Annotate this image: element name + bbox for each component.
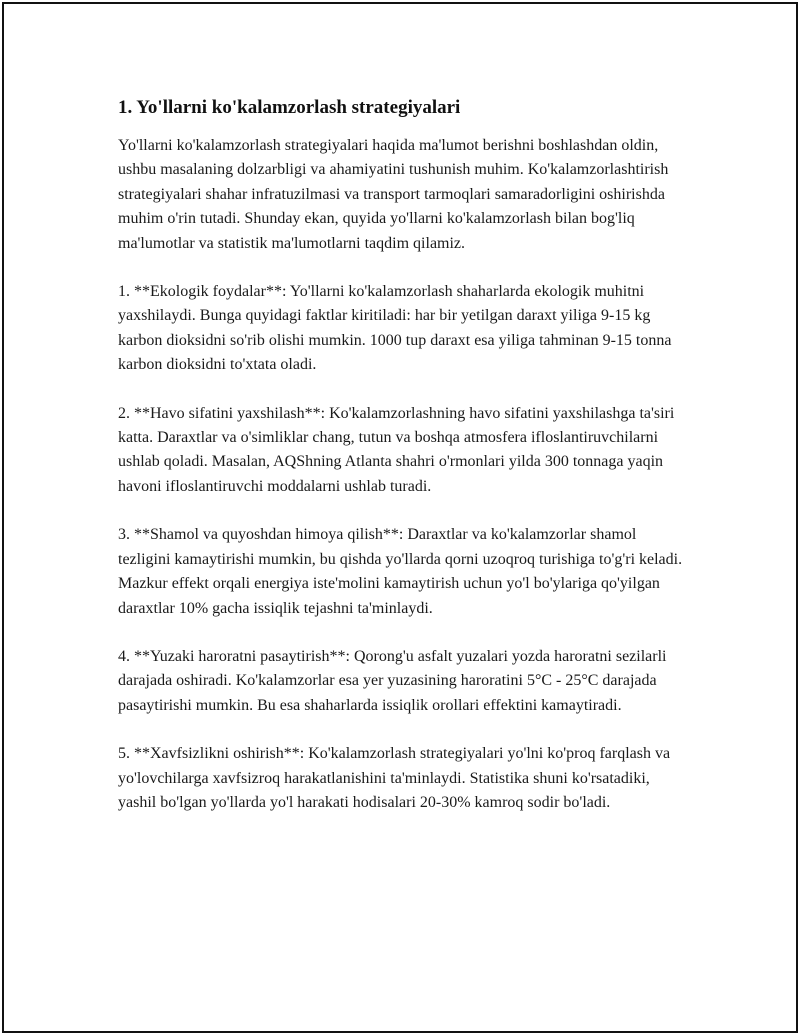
list-item-air-quality: 2. **Havo sifatini yaxshilash**: Ko'kalamzorlashning havo sifatini yaxshilashga ta'siri katta. Daraxtlar va o'simliklar chang, tutun va boshqa atmosfera ifloslantiruvchilarni ushlab qoladi. Masalan, AQShning Atlanta shahri o'rmonlari yilda 300 tonnaga yaqin havoni ifloslantiruvchi moddalarni ushlab turadi. — [118, 404, 675, 495]
list-item-wind-sun-protection: 3. **Shamol va quyoshdan himoya qilish**: Daraxtlar va ko'kalamzorlar shamol tezligini kamaytirishi mumkin, bu qishda yo'llarda qorni uzoqroq turishiga to'g'ri keladi. Mazkur effekt orqali energiya iste'molini kamaytirish uchun yo'l bo'ylariga qo'yilgan daraxtlar 10% gacha issiqlik tejashni ta'minlaydi. — [118, 526, 683, 617]
section-heading: 1. Yo'llarni ko'kalamzorlash strategiyalari — [118, 97, 461, 118]
list-item-safety: 5. **Xavfsizlikni oshirish**: Ko'kalamzorlash strategiyalari yo'lni ko'proq farqlash va yo'lovchilarga xavfsizroq harakatlanishini ta'minlaydi. Statistika shuni ko'rsatadiki, yashil bo'lgan yo'llarda yo'l harakati hodisalari 20-30% kamroq sodir bo'ladi. — [118, 745, 671, 811]
list-item-ecological-benefits: 1. **Ekologik foydalar**: Yo'llarni ko'kalamzorlash shaharlarda ekologik muhitni yaxshilaydi. Bunga quyidagi faktlar kiritiladi: har bir yetilgan daraxt yiliga 9-15 kg karbon dioksidni so'rib olishi mumkin. 1000 tup daraxt esa yiliga tahminan 9-15 tonna karbon dioksidni to'xtata oladi. — [118, 283, 672, 374]
document-body — [118, 96, 688, 839]
intro-paragraph: Yo'llarni ko'kalamzorlash strategiyalari haqida ma'lumot berishni boshlashdan oldin, ushbu masalaning dolzarbligi va ahamiyatini tushunish muhim. Ko'kalamzorlashtirish strategiyalari shahar infratuzilmasi va transport tarmoqlari samaradorligini oshirishda muhim o'rin tutadi. Shunday ekan, quyida yo'llarni ko'kalamzorlash bilan bog'liq ma'lumotlar va statistik ma'lumotlarni taqdim qilamiz. — [118, 137, 669, 252]
list-item-surface-temperature: 4. **Yuzaki haroratni pasaytirish**: Qorong'u asfalt yuzalari yozda haroratni sezilarli darajada oshiradi. Ko'kalamzorlar esa yer yuzasining haroratini 5°C - 25°C darajada pasaytirishi mumkin. Bu esa shaharlarda issiqlik orollari effektini kamaytiradi. — [118, 647, 667, 714]
